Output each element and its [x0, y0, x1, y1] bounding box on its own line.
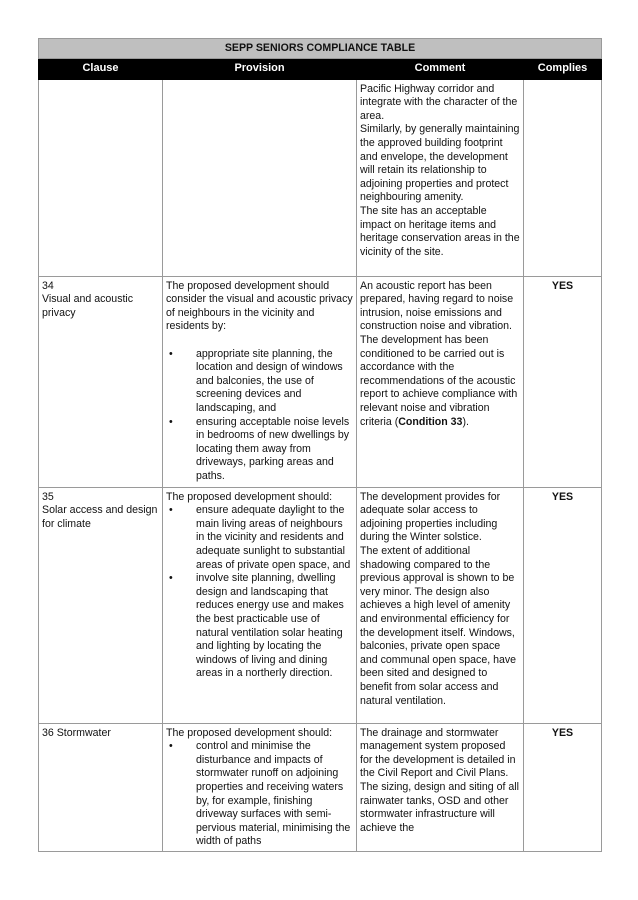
provision-intro: The proposed development should consider the visual and acoustic privacy of neighbours in the vicinity and residents by: [166, 279, 353, 333]
comment-paren-open: ( [394, 415, 399, 428]
comment-text: The site has an acceptable impact on heritage items and heritage conservation areas in the vicinity of the site. [360, 204, 520, 258]
bullet-icon: • [169, 504, 173, 517]
complies-cell: YES [524, 723, 602, 851]
clause-number: 35 [42, 490, 54, 503]
clause-cell [39, 487, 163, 723]
provision-cell [163, 487, 357, 723]
provision-cell [163, 276, 357, 487]
provision-bullet: • ensuring acceptable noise levels in bedrooms of new dwellings by locating them away from driveways, parking areas and paths. [166, 416, 353, 484]
comment-text: An acoustic report has been prepared, having regard to noise intrusion, noise emissions and construction noise and vibration. [360, 279, 514, 333]
condition-reference: Condition 33 [398, 415, 463, 428]
header-comment: Comment [357, 59, 524, 80]
header-clause: Clause [39, 59, 163, 80]
provision-cell [163, 723, 357, 851]
table-title: SEPP SENIORS COMPLIANCE TABLE [39, 39, 602, 59]
clause-cell [39, 276, 163, 487]
comment-text: The development provides for adequate solar access to adjoining properties including during the Winter solstice. [360, 490, 501, 544]
header-complies: Complies [524, 59, 602, 80]
clause-title: Visual and acoustic privacy [42, 293, 134, 319]
bullet-icon: • [169, 347, 173, 360]
provision-cell [163, 79, 357, 276]
sepp-compliance-table [38, 38, 602, 852]
comment-text: The sizing, design and siting of all rainwater tanks, OSD and other stormwater infrastructure will achieve the [360, 780, 519, 834]
bullet-icon: • [169, 740, 173, 753]
complies-cell [524, 79, 602, 276]
table-row [39, 487, 602, 723]
provision-intro: The proposed development should: [166, 490, 333, 503]
comment-text: Similarly, by generally maintaining the approved building footprint and envelope, the development will retain its relationship to adjoining properties and protect neighbouring amenity. [360, 123, 520, 204]
table-row [39, 723, 602, 851]
provision-intro: The proposed development should: [166, 726, 333, 739]
comment-cell [357, 276, 524, 487]
clause-cell [39, 79, 163, 276]
clause-cell [39, 723, 163, 851]
clause-number: 34 [42, 279, 54, 292]
comment-paren-close: ). [462, 415, 469, 428]
comment-text: The extent of additional shadowing compared to the previous approval is shown to be very minor. The design also achieves a high level of amenity and environmental efficiency for the development itself. Windows, balconies, private open space and communal open space, have been sited and designed to benefit from solar access and natural ventilation. [360, 544, 517, 707]
bullet-icon: • [169, 415, 173, 428]
comment-text: The development has been conditioned to be carried out is accordance with the recommendations of the acoustic report to achieve compliance with relevant noise and vibration criteria [360, 333, 518, 428]
clause-number: 36 Stormwater [42, 726, 111, 739]
provision-bullet: • control and minimise the disturbance and impacts of stormwater runoff on adjoining properties and receiving waters by, for example, finishing driveway surfaces with semi-pervious material, minimising the width of paths [166, 740, 353, 849]
clause-title: Solar access and design for climate [42, 504, 158, 530]
table-row [39, 79, 602, 276]
bullet-icon: • [169, 572, 173, 585]
complies-cell: YES [524, 487, 602, 723]
complies-cell: YES [524, 276, 602, 487]
header-provision: Provision [163, 59, 357, 80]
table-row [39, 276, 602, 487]
comment-cell [357, 79, 524, 276]
comment-cell [357, 723, 524, 851]
comment-text: Pacific Highway corridor and integrate with the character of the area. [360, 82, 518, 122]
provision-bullet: • appropriate site planning, the location and design of windows and balconies, the use of screening devices and landscaping, and [166, 348, 353, 416]
comment-cell [357, 487, 524, 723]
provision-bullet: • ensure adequate daylight to the main living areas of neighbours in the vicinity and residents and adequate sunlight to substantial areas of private open space, and [166, 504, 353, 572]
comment-text: The drainage and stormwater management system proposed for the development is detailed in the Civil Report and Civil Plans. [360, 726, 516, 780]
provision-bullet: • involve site planning, dwelling design and landscaping that reduces energy use and makes the best practicable use of natural ventilation solar heating and lighting by locating the windows of living and dining areas in a northerly direction. [166, 572, 353, 681]
